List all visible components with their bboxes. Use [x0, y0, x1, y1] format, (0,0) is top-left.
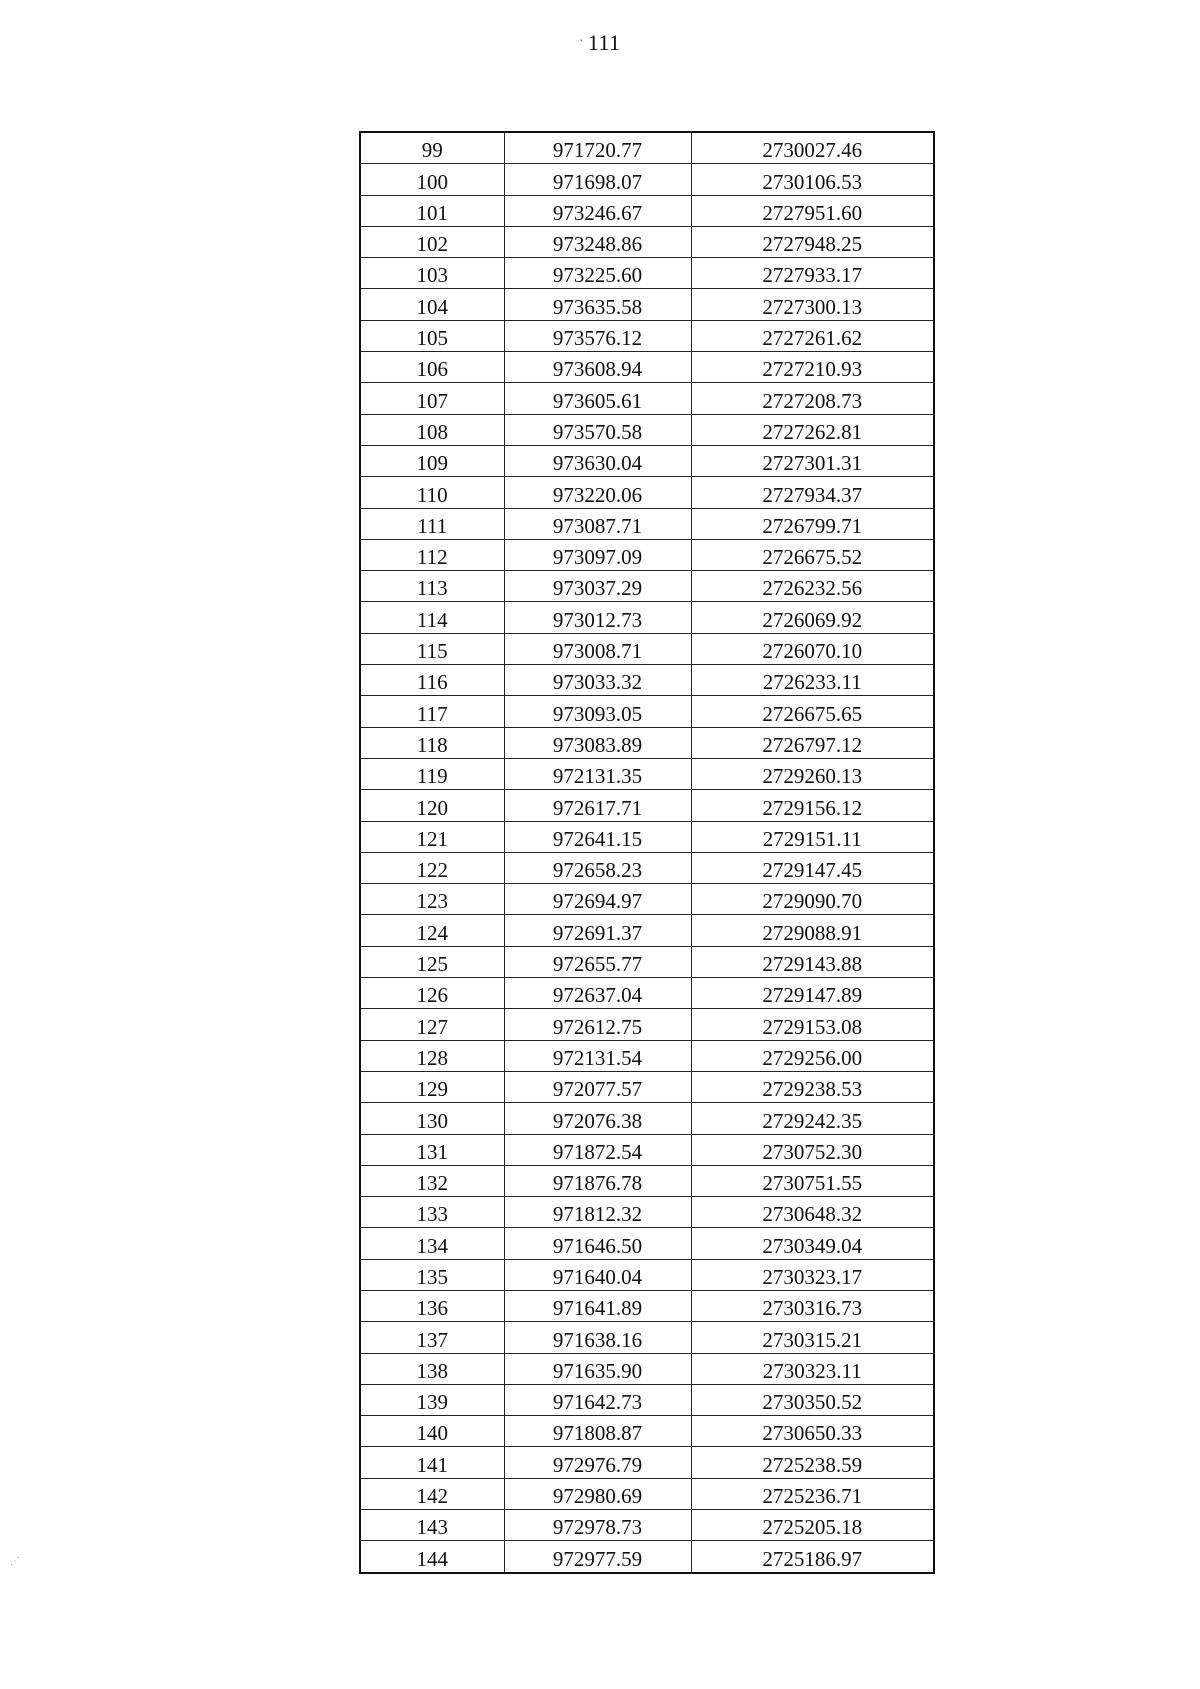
y-coordinate-cell: 2726675.65: [691, 696, 934, 727]
y-coordinate-cell: 2729090.70: [691, 884, 934, 915]
table-row: [360, 915, 934, 946]
table-row: [360, 1322, 934, 1353]
point-number-cell: 139: [360, 1384, 504, 1415]
point-number-cell: 102: [360, 226, 504, 257]
y-coordinate-cell: 2725238.59: [691, 1447, 934, 1478]
point-number-cell: 125: [360, 946, 504, 977]
table-row: [360, 258, 934, 289]
table-row: [360, 226, 934, 257]
table-row: [360, 1197, 934, 1228]
x-coordinate-cell: 971812.32: [504, 1197, 691, 1228]
table-row: [360, 1259, 934, 1290]
x-coordinate-cell: 973083.89: [504, 727, 691, 758]
page-number: [0, 30, 1200, 56]
point-number-cell: 128: [360, 1040, 504, 1071]
x-coordinate-cell: 973033.32: [504, 665, 691, 696]
y-coordinate-cell: 2726675.52: [691, 539, 934, 570]
y-coordinate-cell: 2729238.53: [691, 1071, 934, 1102]
point-number-cell: 115: [360, 633, 504, 664]
x-coordinate-cell: 972694.97: [504, 884, 691, 915]
y-coordinate-cell: 2727261.62: [691, 320, 934, 351]
y-coordinate-cell: 2729143.88: [691, 946, 934, 977]
x-coordinate-cell: 973087.71: [504, 508, 691, 539]
x-coordinate-cell: 971720.77: [504, 132, 691, 164]
point-number-cell: 130: [360, 1103, 504, 1134]
x-coordinate-cell: 973608.94: [504, 352, 691, 383]
y-coordinate-cell: 2727301.31: [691, 445, 934, 476]
y-coordinate-cell: 2730648.32: [691, 1197, 934, 1228]
y-coordinate-cell: 2730650.33: [691, 1416, 934, 1447]
table-row: [360, 1228, 934, 1259]
y-coordinate-cell: 2727300.13: [691, 289, 934, 320]
y-coordinate-cell: 2729147.89: [691, 978, 934, 1009]
point-number-cell: 113: [360, 571, 504, 602]
point-number-cell: 111: [360, 508, 504, 539]
y-coordinate-cell: 2730752.30: [691, 1134, 934, 1165]
x-coordinate-cell: 971641.89: [504, 1290, 691, 1321]
table-row: [360, 1290, 934, 1321]
y-coordinate-cell: 2727208.73: [691, 383, 934, 414]
table-row: [360, 132, 934, 164]
point-number-cell: 106: [360, 352, 504, 383]
table-row: [360, 946, 934, 977]
y-coordinate-cell: 2729260.13: [691, 758, 934, 789]
x-coordinate-cell: 971808.87: [504, 1416, 691, 1447]
point-number-cell: 104: [360, 289, 504, 320]
point-number-cell: 138: [360, 1353, 504, 1384]
point-number-cell: 134: [360, 1228, 504, 1259]
y-coordinate-cell: 2730316.73: [691, 1290, 934, 1321]
x-coordinate-cell: 973220.06: [504, 477, 691, 508]
table-row: [360, 289, 934, 320]
y-coordinate-cell: 2727210.93: [691, 352, 934, 383]
y-coordinate-cell: 2730106.53: [691, 164, 934, 195]
y-coordinate-cell: 2729156.12: [691, 790, 934, 821]
point-number-cell: 107: [360, 383, 504, 414]
x-coordinate-cell: 971698.07: [504, 164, 691, 195]
y-coordinate-cell: 2725236.71: [691, 1478, 934, 1509]
point-number-cell: 122: [360, 852, 504, 883]
table-row: [360, 665, 934, 696]
x-coordinate-cell: 973097.09: [504, 539, 691, 570]
point-number-cell: 129: [360, 1071, 504, 1102]
point-number-cell: 132: [360, 1165, 504, 1196]
scan-speck-icon: ⋰: [10, 1556, 20, 1567]
table-row: [360, 508, 934, 539]
y-coordinate-cell: 2730350.52: [691, 1384, 934, 1415]
y-coordinate-cell: 2729256.00: [691, 1040, 934, 1071]
x-coordinate-cell: 973008.71: [504, 633, 691, 664]
table-row: [360, 727, 934, 758]
y-coordinate-cell: 2726069.92: [691, 602, 934, 633]
point-number-cell: 143: [360, 1510, 504, 1541]
table-row: [360, 696, 934, 727]
table-row: [360, 1416, 934, 1447]
x-coordinate-cell: 973570.58: [504, 414, 691, 445]
y-coordinate-cell: 2726799.71: [691, 508, 934, 539]
x-coordinate-cell: 973225.60: [504, 258, 691, 289]
point-number-cell: 99: [360, 132, 504, 164]
table-row: [360, 477, 934, 508]
table-row: [360, 445, 934, 476]
table-row: [360, 1478, 934, 1509]
table-row: [360, 164, 934, 195]
point-number-cell: 140: [360, 1416, 504, 1447]
point-number-cell: 135: [360, 1259, 504, 1290]
x-coordinate-cell: 971642.73: [504, 1384, 691, 1415]
point-number-cell: 101: [360, 195, 504, 226]
y-coordinate-cell: 2725205.18: [691, 1510, 934, 1541]
y-coordinate-cell: 2730027.46: [691, 132, 934, 164]
table-row: [360, 1165, 934, 1196]
y-coordinate-cell: 2730323.11: [691, 1353, 934, 1384]
x-coordinate-cell: 972976.79: [504, 1447, 691, 1478]
y-coordinate-cell: 2725186.97: [691, 1541, 934, 1573]
x-coordinate-cell: 972977.59: [504, 1541, 691, 1573]
x-coordinate-cell: 973635.58: [504, 289, 691, 320]
point-number-cell: 110: [360, 477, 504, 508]
table-row: [360, 1510, 934, 1541]
y-coordinate-cell: 2727951.60: [691, 195, 934, 226]
x-coordinate-cell: 972637.04: [504, 978, 691, 1009]
y-coordinate-cell: 2727262.81: [691, 414, 934, 445]
x-coordinate-cell: 973093.05: [504, 696, 691, 727]
table-row: [360, 602, 934, 633]
x-coordinate-cell: 973576.12: [504, 320, 691, 351]
point-number-cell: 137: [360, 1322, 504, 1353]
point-number-cell: 123: [360, 884, 504, 915]
x-coordinate-cell: 972978.73: [504, 1510, 691, 1541]
point-number-cell: 112: [360, 539, 504, 570]
y-coordinate-cell: 2730315.21: [691, 1322, 934, 1353]
point-number-cell: 117: [360, 696, 504, 727]
y-coordinate-cell: 2730349.04: [691, 1228, 934, 1259]
x-coordinate-cell: 971635.90: [504, 1353, 691, 1384]
x-coordinate-cell: 972617.71: [504, 790, 691, 821]
y-coordinate-cell: 2729147.45: [691, 852, 934, 883]
point-number-cell: 121: [360, 821, 504, 852]
table-row: [360, 571, 934, 602]
x-coordinate-cell: 971872.54: [504, 1134, 691, 1165]
x-coordinate-cell: 973248.86: [504, 226, 691, 257]
table-row: [360, 884, 934, 915]
point-number-cell: 105: [360, 320, 504, 351]
table-row: [360, 195, 934, 226]
y-coordinate-cell: 2729088.91: [691, 915, 934, 946]
x-coordinate-cell: 973630.04: [504, 445, 691, 476]
table-row: [360, 758, 934, 789]
x-coordinate-cell: 972076.38: [504, 1103, 691, 1134]
table-row: [360, 633, 934, 664]
table-row: [360, 1071, 934, 1102]
x-coordinate-cell: 971876.78: [504, 1165, 691, 1196]
point-number-cell: 141: [360, 1447, 504, 1478]
point-number-cell: 118: [360, 727, 504, 758]
point-number-cell: 103: [360, 258, 504, 289]
y-coordinate-cell: 2730323.17: [691, 1259, 934, 1290]
x-coordinate-cell: 971640.04: [504, 1259, 691, 1290]
point-number-cell: 108: [360, 414, 504, 445]
table-row: [360, 1384, 934, 1415]
x-coordinate-cell: 972077.57: [504, 1071, 691, 1102]
x-coordinate-cell: 972655.77: [504, 946, 691, 977]
table-row: [360, 383, 934, 414]
y-coordinate-cell: 2727934.37: [691, 477, 934, 508]
y-coordinate-cell: 2730751.55: [691, 1165, 934, 1196]
y-coordinate-cell: 2729242.35: [691, 1103, 934, 1134]
x-coordinate-cell: 972691.37: [504, 915, 691, 946]
x-coordinate-cell: 973037.29: [504, 571, 691, 602]
table-row: [360, 352, 934, 383]
point-number-cell: 116: [360, 665, 504, 696]
point-number-cell: 109: [360, 445, 504, 476]
x-coordinate-cell: 972131.54: [504, 1040, 691, 1071]
x-coordinate-cell: 973605.61: [504, 383, 691, 414]
page-number-text: 111: [587, 30, 621, 55]
x-coordinate-cell: 973012.73: [504, 602, 691, 633]
table-row: [360, 821, 934, 852]
point-number-cell: 133: [360, 1197, 504, 1228]
table-row: [360, 539, 934, 570]
point-number-cell: 131: [360, 1134, 504, 1165]
x-coordinate-cell: 972658.23: [504, 852, 691, 883]
table-row: [360, 1353, 934, 1384]
y-coordinate-cell: 2727948.25: [691, 226, 934, 257]
y-coordinate-cell: 2726797.12: [691, 727, 934, 758]
point-number-cell: 119: [360, 758, 504, 789]
table-row: [360, 1447, 934, 1478]
point-number-cell: 126: [360, 978, 504, 1009]
x-coordinate-cell: 971638.16: [504, 1322, 691, 1353]
table-row: [360, 320, 934, 351]
y-coordinate-cell: 2726070.10: [691, 633, 934, 664]
table-row: [360, 1103, 934, 1134]
table-row: [360, 1040, 934, 1071]
point-number-cell: 120: [360, 790, 504, 821]
x-coordinate-cell: 973246.67: [504, 195, 691, 226]
y-coordinate-cell: 2726233.11: [691, 665, 934, 696]
table-row: [360, 1541, 934, 1573]
y-coordinate-cell: 2726232.56: [691, 571, 934, 602]
y-coordinate-cell: 2727933.17: [691, 258, 934, 289]
point-number-cell: 136: [360, 1290, 504, 1321]
table-row: [360, 1134, 934, 1165]
scan-mark-icon: ˋ: [579, 37, 584, 52]
point-number-cell: 142: [360, 1478, 504, 1509]
y-coordinate-cell: 2729153.08: [691, 1009, 934, 1040]
point-number-cell: 127: [360, 1009, 504, 1040]
x-coordinate-cell: 972641.15: [504, 821, 691, 852]
coordinate-table: [359, 131, 935, 1574]
x-coordinate-cell: 972980.69: [504, 1478, 691, 1509]
table-row: [360, 978, 934, 1009]
table-row: [360, 414, 934, 445]
point-number-cell: 144: [360, 1541, 504, 1573]
point-number-cell: 114: [360, 602, 504, 633]
x-coordinate-cell: 971646.50: [504, 1228, 691, 1259]
point-number-cell: 124: [360, 915, 504, 946]
x-coordinate-cell: 972131.35: [504, 758, 691, 789]
point-number-cell: 100: [360, 164, 504, 195]
y-coordinate-cell: 2729151.11: [691, 821, 934, 852]
coordinate-table-body: [360, 132, 934, 1573]
table-row: [360, 790, 934, 821]
table-row: [360, 1009, 934, 1040]
table-row: [360, 852, 934, 883]
x-coordinate-cell: 972612.75: [504, 1009, 691, 1040]
